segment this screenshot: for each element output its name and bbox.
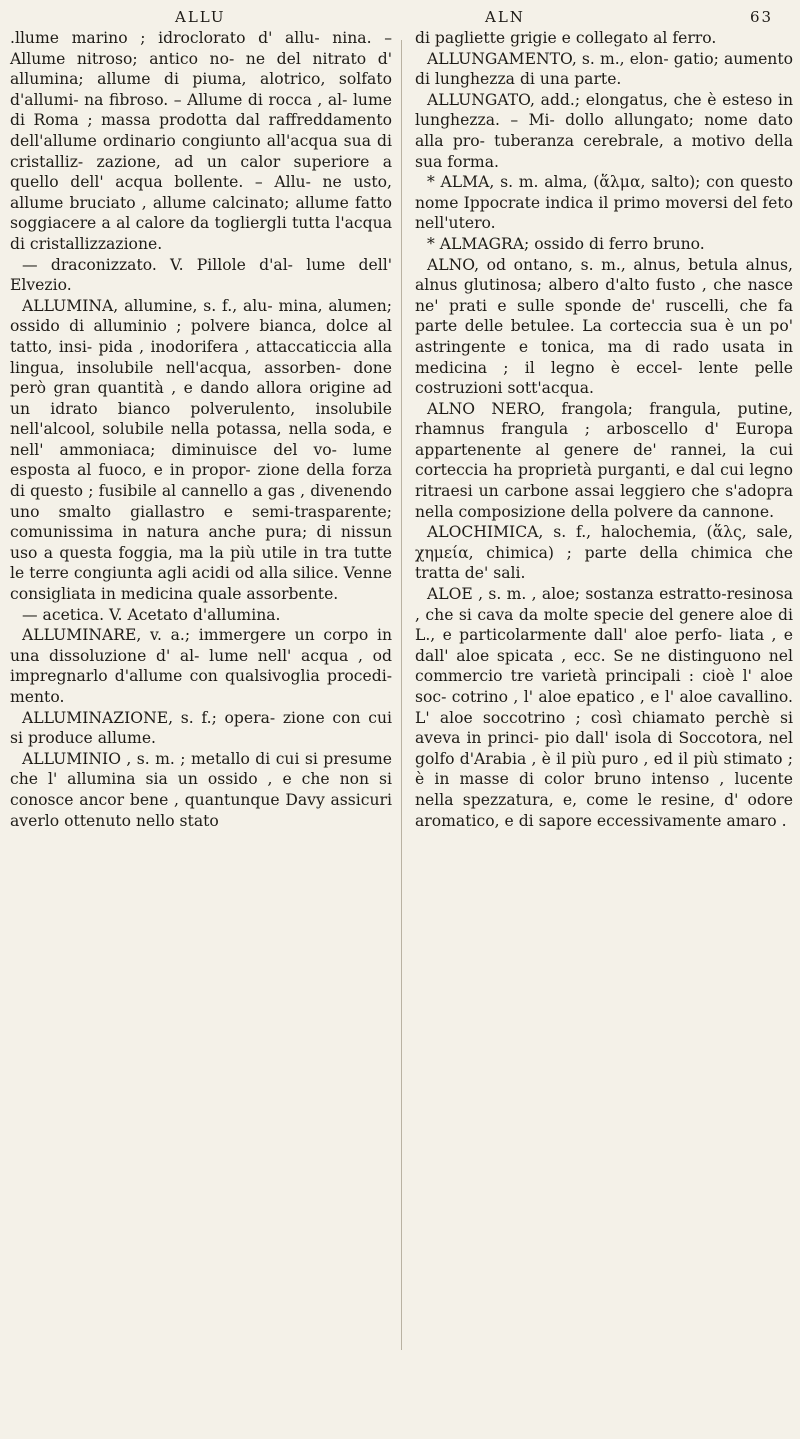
entry-alluminio-continued: di pagliette grigie e collegato al ferro. [415, 29, 717, 47]
entry-alma: * ALMA, s. m. alma, (ἅλμα, salto); con questo nome Ippocrate indica il primo moversi del feto nell'utero. [415, 173, 793, 233]
entry-aloe: ALOE , s. m. , aloe; sostanza estratto-resinosa , che si cava da molte specie del genere aloe di L., e particolarmente dall' aloe perfo- liata , e dall' aloe spicata , ecc. Se ne distinguono nel commercio tre varietà principali : cioè l' aloe soc- cotrino , l' aloe epatico , e l' aloe cavallino. L' aloe soccotrino ; così chiamato perchè si aveva in princi- pio dall' isola di Soccotora, nel golfo d'Arabia , è il più puro , ed il più stimato ; è in masse di color bruno intenso , lucente nella spezzatura, e, come le resine, d' odore aromatico, e di sapore eccessivamente amaro . [415, 585, 793, 830]
right-column [415, 28, 793, 831]
left-running-head: ALLU [175, 8, 226, 26]
entry-allumina: ALLUMINA, allumine, s. f., alu- mina, alumen; ossido di alluminio ; polvere bianca, dolce al tatto, insi- pida , inodorifera , attaccaticcia alla lingua, insolubile nell'acqua, assorben- done però gran quantità , e dando allora origine ad un idrato bianco polverulento, insolubile nell'alcool, solubile nella potassa, nella soda, e nell' ammoniaca; diminuisce del vo- lume esposta al fuoco, e in propor- zione della forza di questo ; fusibile al cannello a gas , divenendo uno smalto giallastro e semi-trasparente; comunissima in natura anche pura; di nissun uso a questa foggia, ma la più utile in tra tutte le terre congiunta agli acidi od alla silice. Venne consigliata in medicina quale assorbente. [10, 296, 392, 604]
entry-alno: ALNO, od ontano, s. m., alnus, betula alnus, alnus glutinosa; albero d'alto fusto , che nasce ne' prati e sulle sponde de' ruscelli, che fa parte delle betulee. La corteccia sua è un po' astringente e tonica, ma di rado usata in medicina ; il legno è eccel- lente pelle costruzioni sott'acqua. [415, 255, 793, 398]
entry-alochimica: ALOCHIMICA, s. f., halochemia, (ἅλς, sale, χημεία, chimica) ; parte della chimica che tratta de' sali. [415, 523, 793, 583]
entry-allungamento: ALLUNGAMENTO, s. m., elon- gatio; aumento di lunghezza di una parte. [415, 49, 793, 89]
entry-alluminazione: ALLUMINAZIONE, s. f.; opera- zione con cui si produce allume. [10, 708, 392, 748]
entry-alluminare: ALLUMINARE, v. a.; immergere un corpo in una dissoluzione d' al- lume nell' acqua , od impregnarlo d'allume con qualsivoglia procedi- mento. [10, 626, 392, 706]
entry-almagra: * ALMAGRA; ossido di ferro bruno. [427, 234, 705, 253]
entry-allumina-acetica: — acetica. V. Acetato d'allumina. [22, 605, 281, 624]
column-divider [401, 40, 402, 1350]
entry-allume-continued: .llume marino ; idroclorato d' allu- nina. – Allume nitroso; antico no- ne del nitrato d' allumina; allume di piuma, alotrico, solfato d'allumi- na fibroso. – Allume di rocca , al- lume di Roma ; massa prodotta dal raffreddamento dell'allume ordinario congiunto all'acqua sua di cristalliz- zazione, ad un calor superiore a quello dell' acqua bollente. – Allu- ne usto, allume bruciato , allume calcinato; allume fatto soggiacere a al calore da togliergli tutta l'acqua di cristallizzazione. [10, 29, 392, 253]
page-number: 63 [750, 8, 774, 26]
entry-alluminio: ALLUMINIO , s. m. ; metallo di cui si presume che l' allumina sia un ossido , e che non si conosce ancor bene , quantunque Davy assicuri averlo ottenuto nello stato [10, 749, 392, 830]
entry-allungato: ALLUNGATO, add.; elongatus, che è esteso in lunghezza. – Mi- dollo allungato; nome dato alla pro- tuberanza cerebrale, a motivo della sua forma. [415, 90, 793, 171]
left-column [10, 28, 392, 831]
center-running-head: ALN [485, 8, 525, 26]
entry-alno-nero: ALNO NERO, frangola; frangula, putine, rhamnus frangula ; arboscello d' Europa appartenente al genere de' rannei, la cui corteccia ha proprietà purganti, e dal cui legno ritraesi un carbone assai leggiero che s'adopra nella composizione della polvere da cannone. [415, 399, 793, 521]
entry-allume-draconizzato: — draconizzato. V. Pillole d'al- lume dell' Elvezio. [10, 255, 392, 295]
